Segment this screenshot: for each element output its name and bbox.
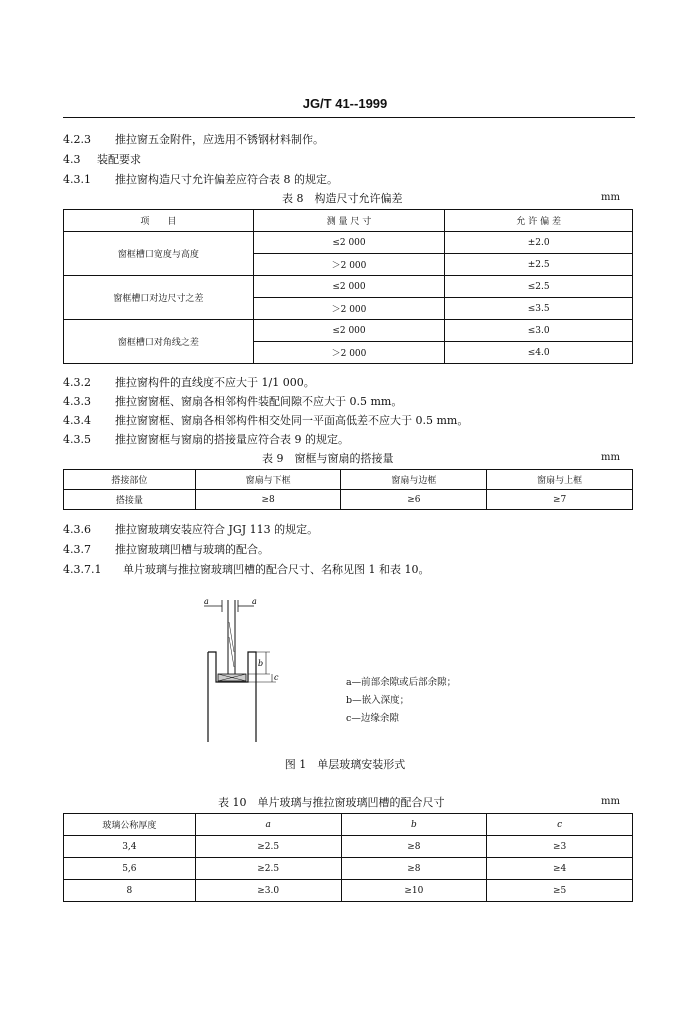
clause-4-2-3 (63, 131, 324, 147)
clause-number: 4.3.7 (63, 543, 91, 556)
table-cell: ≥7 (487, 490, 633, 510)
clause-text: 推拉窗构造尺寸允许偏差应符合表 8 的规定。 (115, 173, 338, 186)
figure-legend-a: a—前部余隙或后部余隙； (346, 677, 457, 688)
table9-caption: 表 9 窗框与窗扇的搭接量 (262, 452, 394, 465)
table10-caption: 表 10 单片玻璃与推拉窗玻璃凹槽的配合尺寸 (218, 796, 445, 809)
table-row (64, 880, 633, 902)
table8-item: 窗框槽口宽度与高度 (64, 232, 254, 276)
table-cell: 窗扇与上框 (487, 470, 633, 490)
table-cell: ≥2.5 (195, 836, 341, 858)
table-row (64, 836, 633, 858)
table8-header-measure: 测 量 尺 寸 (253, 210, 445, 232)
table-cell: ＞2 000 (253, 254, 445, 276)
table-cell: 5,6 (64, 858, 196, 880)
table-cell: ≤2 000 (253, 320, 445, 342)
glass-hatch (229, 637, 234, 667)
table-cell: 8 (64, 880, 196, 902)
table-cell: ≥3.0 (195, 880, 341, 902)
clause-number: 4.3.7.1 (63, 563, 102, 576)
table-cell: 窗扇与边框 (341, 470, 487, 490)
table-row (64, 320, 633, 342)
table8-item: 窗框槽口对角线之差 (64, 320, 254, 364)
table-row (64, 490, 633, 510)
clause-number: 4.3.4 (63, 414, 91, 427)
clause-4-3-1 (63, 171, 338, 187)
clause-number: 4.3.3 (63, 395, 91, 408)
table-row (64, 232, 633, 254)
table-cell: ≥8 (341, 836, 487, 858)
table-cell: ≥3 (487, 836, 633, 858)
table-header-row (64, 210, 633, 232)
clause-text: 推拉窗窗框、窗扇各相邻构件相交处同一平面高低差不应大于 0.5 mm。 (115, 414, 469, 427)
table-header-row (64, 814, 633, 836)
table-cell: ＞2 000 (253, 298, 445, 320)
table9-unit: mm (601, 452, 620, 463)
figure-caption: 图 1 单层玻璃安装形式 (284, 758, 406, 771)
table8-unit: mm (601, 192, 620, 203)
clause-text: 单片玻璃与推拉窗玻璃凹槽的配合尺寸、名称见图 1 和表 10。 (123, 563, 430, 576)
table-cell: ≤3.5 (445, 298, 633, 320)
table8-header-tolerance: 允 许 偏 差 (445, 210, 633, 232)
figure-glass-installation (190, 592, 280, 742)
clause-number: 4.3.1 (63, 173, 91, 186)
clause-number: 4.2.3 (63, 133, 91, 146)
table-row (64, 858, 633, 880)
table-cell: ≥2.5 (195, 858, 341, 880)
page-header: JG/T 41--1999 (302, 96, 388, 111)
table-cell: 搭接量 (64, 490, 196, 510)
table-cell: ＞2 000 (253, 342, 445, 364)
table-row (64, 276, 633, 298)
clause-4-3-6 (63, 521, 318, 537)
table8-caption: 表 8 构造尺寸允许偏差 (282, 192, 403, 205)
table10-unit: mm (601, 796, 620, 807)
table-cell: ≤3.0 (445, 320, 633, 342)
table9 (63, 469, 633, 510)
table-cell: a (195, 814, 341, 836)
clause-4-3-5 (63, 431, 349, 447)
clause-number: 4.3.5 (63, 433, 91, 446)
clause-number: 4.3 (63, 153, 81, 166)
table8-item: 窗框槽口对边尺寸之差 (64, 276, 254, 320)
clause-4-3 (63, 151, 141, 167)
table-cell: ≥8 (341, 858, 487, 880)
table-cell: ≤4.0 (445, 342, 633, 364)
table-cell: 3,4 (64, 836, 196, 858)
clause-4-3-7-1 (63, 561, 429, 577)
table-header-row (64, 470, 633, 490)
table-cell: ≥10 (341, 880, 487, 902)
glass-hatch (229, 622, 234, 652)
clause-text: 推拉窗构件的直线度不应大于 1/1 000。 (115, 376, 315, 389)
figure-legend-c: c—边缘余隙 (346, 713, 399, 724)
label-c: c (274, 673, 279, 682)
table-cell: ±2.5 (445, 254, 633, 276)
clause-text: 推拉窗玻璃安装应符合 JGJ 113 的规定。 (115, 523, 319, 536)
table8 (63, 209, 633, 364)
clause-4-3-3 (63, 393, 402, 409)
table-cell: b (341, 814, 487, 836)
clause-text: 推拉窗窗框、窗扇各相邻构件装配间隙不应大于 0.5 mm。 (115, 395, 403, 408)
clause-text: 推拉窗五金附件，应选用不锈钢材料制作。 (115, 133, 324, 146)
table-cell: ≤2.5 (445, 276, 633, 298)
table-cell: ≤2 000 (253, 232, 445, 254)
table-cell: ≥8 (195, 490, 341, 510)
table-cell: 窗扇与下框 (195, 470, 341, 490)
table-cell: ≥4 (487, 858, 633, 880)
figure-legend-b: b—嵌入深度； (346, 695, 410, 706)
label-a-left: a (204, 597, 209, 606)
table-cell: ±2.0 (445, 232, 633, 254)
clause-number: 4.3.2 (63, 376, 91, 389)
table-cell: c (487, 814, 633, 836)
clause-text: 推拉窗窗框与窗扇的搭接量应符合表 9 的规定。 (115, 433, 349, 446)
table10 (63, 813, 633, 902)
table-cell: ≥5 (487, 880, 633, 902)
table-cell: 搭接部位 (64, 470, 196, 490)
clause-4-3-7 (63, 541, 269, 557)
header-rule (63, 117, 635, 118)
clause-4-3-2 (63, 374, 315, 390)
table-cell: 玻璃公称厚度 (64, 814, 196, 836)
label-b: b (258, 659, 264, 668)
table-cell: ≥6 (341, 490, 487, 510)
table-cell: ≤2 000 (253, 276, 445, 298)
clause-text: 推拉窗玻璃凹槽与玻璃的配合。 (115, 543, 269, 556)
frame-channel (208, 652, 256, 742)
clause-text: 装配要求 (97, 153, 141, 166)
label-a-right: a (252, 597, 257, 606)
clause-4-3-4 (63, 412, 468, 428)
clause-number: 4.3.6 (63, 523, 91, 536)
table8-header-item: 项 目 (64, 210, 254, 232)
